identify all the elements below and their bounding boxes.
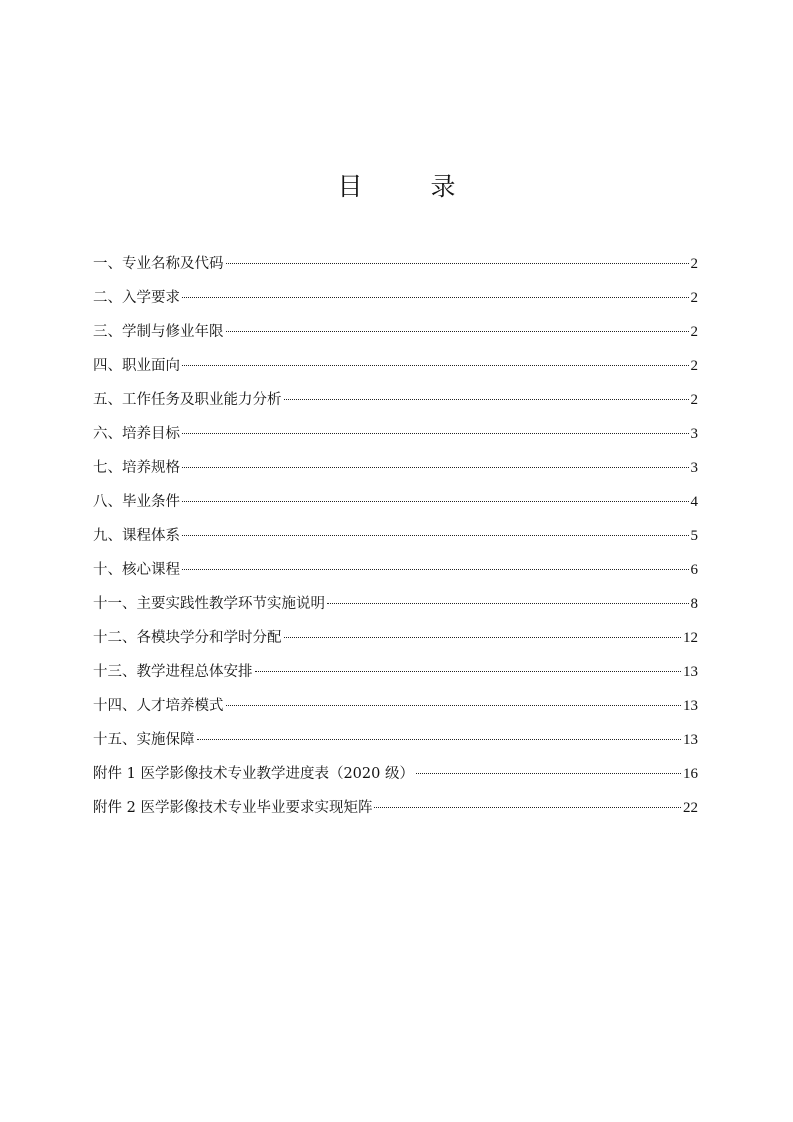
toc-entry-16[interactable] — [93, 793, 698, 827]
toc-entry-7[interactable] — [93, 487, 698, 521]
toc-entry-label: 十三、教学进程总体安排 — [93, 664, 253, 680]
toc-entry-label: 二、入学要求 — [93, 290, 180, 306]
toc-entry-label: 五、工作任务及职业能力分析 — [93, 392, 282, 408]
toc-entry-label: 七、培养规格 — [93, 460, 180, 476]
toc-entry-page-number: 2 — [690, 324, 698, 340]
toc-entry-0[interactable] — [93, 249, 698, 283]
dot-leader — [182, 569, 689, 570]
toc-entry-13[interactable] — [93, 691, 698, 725]
toc-entry-page-number: 4 — [690, 494, 698, 510]
page-title: 目 录 — [337, 172, 486, 201]
dot-leader — [182, 297, 689, 298]
toc-entry-page-number: 2 — [690, 290, 698, 306]
toc-entry-page-number: 13 — [683, 732, 698, 748]
toc-entry-page-number: 3 — [690, 460, 698, 476]
toc-entry-label: 八、毕业条件 — [93, 494, 180, 510]
toc-entry-14[interactable] — [93, 725, 698, 759]
toc-entry-page-number: 2 — [690, 392, 698, 408]
toc-entry-label: 四、职业面向 — [93, 358, 180, 374]
toc-entry-9[interactable] — [93, 555, 698, 589]
toc-entry-label: 十五、实施保障 — [93, 732, 195, 748]
dot-leader — [255, 671, 682, 672]
dot-leader — [416, 773, 681, 774]
toc-entry-page-number: 2 — [690, 256, 698, 272]
dot-leader — [182, 433, 689, 434]
toc-entry-15[interactable] — [93, 759, 698, 793]
toc-entry-page-number: 12 — [683, 630, 698, 646]
toc-entry-label: 附件 2 医学影像技术专业毕业要求实现矩阵 — [93, 800, 373, 816]
dot-leader — [284, 637, 682, 638]
toc-entry-page-number: 8 — [690, 596, 698, 612]
toc-entry-page-number: 13 — [683, 664, 698, 680]
toc-entry-label: 十、核心课程 — [93, 562, 180, 578]
toc-entry-label: 三、学制与修业年限 — [93, 324, 224, 340]
toc-entry-page-number: 3 — [690, 426, 698, 442]
toc-entry-2[interactable] — [93, 317, 698, 351]
dot-leader — [182, 365, 689, 366]
dot-leader — [226, 331, 689, 332]
toc-entry-page-number: 16 — [683, 766, 698, 782]
toc-entry-page-number: 5 — [690, 528, 698, 544]
toc-entry-6[interactable] — [93, 453, 698, 487]
dot-leader — [284, 399, 689, 400]
toc-entry-3[interactable] — [93, 351, 698, 385]
toc-entry-label: 十二、各模块学分和学时分配 — [93, 630, 282, 646]
dot-leader — [182, 535, 689, 536]
toc-entry-1[interactable] — [93, 283, 698, 317]
dot-leader — [374, 807, 681, 808]
dot-leader — [182, 501, 689, 502]
toc-entry-page-number: 6 — [690, 562, 698, 578]
toc-entry-5[interactable] — [93, 419, 698, 453]
dot-leader — [226, 263, 689, 264]
toc-entry-page-number: 2 — [690, 358, 698, 374]
toc-entry-label: 一、专业名称及代码 — [93, 256, 224, 272]
dot-leader — [226, 705, 682, 706]
toc-entry-11[interactable] — [93, 623, 698, 657]
toc-entry-label: 附件 1 医学影像技术专业教学进度表（2020 级） — [93, 766, 414, 782]
toc-entry-page-number: 22 — [683, 800, 698, 816]
toc-entry-page-number: 13 — [683, 698, 698, 714]
toc-entry-8[interactable] — [93, 521, 698, 555]
table-of-contents — [93, 249, 698, 827]
toc-entry-4[interactable] — [93, 385, 698, 419]
toc-entry-12[interactable] — [93, 657, 698, 691]
toc-entry-label: 十四、人才培养模式 — [93, 698, 224, 714]
dot-leader — [197, 739, 682, 740]
toc-entry-label: 九、课程体系 — [93, 528, 180, 544]
toc-entry-10[interactable] — [93, 589, 698, 623]
toc-entry-label: 十一、主要实践性教学环节实施说明 — [93, 596, 325, 612]
dot-leader — [327, 603, 689, 604]
toc-entry-label: 六、培养目标 — [93, 426, 180, 442]
dot-leader — [182, 467, 689, 468]
